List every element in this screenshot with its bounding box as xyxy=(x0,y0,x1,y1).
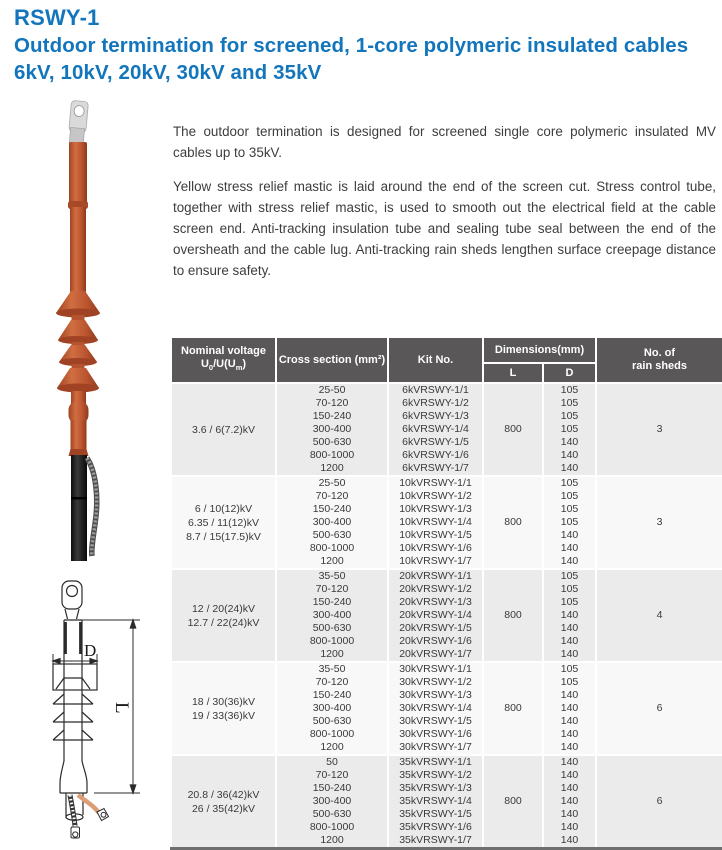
cross-section-cell: 70-120 xyxy=(276,490,388,503)
description-paragraph-2: Yellow stress relief mastic is laid around the end of the screen cut. Stress control tube, together with stress relief mastic, is used to smooth out the electrical field at the cable screen end. Anti-tracking insulation tube and sealing tube seal between the end of the oversheath and the cable lug. Anti-tracking rain sheds lengthen surface creepage distance to ensure safety. xyxy=(173,179,716,278)
col-header-dim-l: L xyxy=(483,363,543,383)
table-row xyxy=(171,383,722,397)
kit-no-cell: 10kVRSWY-1/3 xyxy=(388,503,483,516)
dimension-d-cell: 105 xyxy=(543,490,596,503)
cross-section-cell: 300-400 xyxy=(276,423,388,436)
kit-no-cell: 6kVRSWY-1/3 xyxy=(388,410,483,423)
cross-section-cell: 300-400 xyxy=(276,702,388,715)
kit-no-cell: 30kVRSWY-1/6 xyxy=(388,728,483,741)
cross-section-cell: 150-240 xyxy=(276,596,388,609)
cross-section-cell: 500-630 xyxy=(276,529,388,542)
kit-no-cell: 20kVRSWY-1/4 xyxy=(388,609,483,622)
rain-sheds-cell: 4 xyxy=(596,569,722,662)
dimension-d-cell: 105 xyxy=(543,516,596,529)
kit-no-cell: 20kVRSWY-1/6 xyxy=(388,635,483,648)
cross-section-cell: 800-1000 xyxy=(276,635,388,648)
dimension-d-cell: 140 xyxy=(543,555,596,569)
cross-section-cell: 800-1000 xyxy=(276,542,388,555)
dimension-d-cell: 140 xyxy=(543,782,596,795)
nominal-voltage-cell: 6 / 10(12)kV 6.35 / 11(12)kV 8.7 / 15(17.5)kV xyxy=(171,476,276,569)
description-paragraph-1: The outdoor termination is designed for screened single core polymeric insulated MV cables up to 35kV. xyxy=(173,124,716,160)
product-photo xyxy=(14,98,144,573)
kit-no-cell: 6kVRSWY-1/4 xyxy=(388,423,483,436)
kit-no-cell: 30kVRSWY-1/2 xyxy=(388,676,483,689)
kit-no-cell: 6kVRSWY-1/1 xyxy=(388,383,483,397)
dimension-d-cell: 140 xyxy=(543,529,596,542)
cross-section-cell: 150-240 xyxy=(276,503,388,516)
kit-no-cell: 10kVRSWY-1/5 xyxy=(388,529,483,542)
spec-table xyxy=(170,336,722,850)
kit-no-cell: 30kVRSWY-1/4 xyxy=(388,702,483,715)
col-header-nominal-voltage: Nominal voltage $U_0/U(U_m)$ xyxy=(171,337,276,383)
page-title xyxy=(14,32,714,86)
cross-section-cell: 800-1000 xyxy=(276,728,388,741)
page-title-line2: 6kV, 10kV, 20kV, 30kV and 35kV xyxy=(14,61,322,84)
table-header xyxy=(171,337,722,383)
table-row xyxy=(171,569,722,583)
cross-section-cell: 1200 xyxy=(276,648,388,662)
dimension-d-cell: 140 xyxy=(543,821,596,834)
dimension-drawing xyxy=(18,576,158,848)
voltage-group xyxy=(171,383,722,476)
dimension-l-cell: 800 xyxy=(483,476,543,569)
dimension-d-cell: 105 xyxy=(543,476,596,490)
kit-no-cell: 6kVRSWY-1/7 xyxy=(388,462,483,476)
col-header-rain-sheds: No. of rain sheds xyxy=(596,337,722,383)
voltage-group xyxy=(171,662,722,755)
nominal-voltage-cell: 3.6 / 6(7.2)kV xyxy=(171,383,276,476)
rain-sheds-cell: 6 xyxy=(596,662,722,755)
cross-section-cell: 300-400 xyxy=(276,609,388,622)
product-code: RSWY-1 xyxy=(14,5,100,30)
cross-section-cell: 35-50 xyxy=(276,662,388,676)
dimension-d-cell: 105 xyxy=(543,596,596,609)
kit-no-cell: 30kVRSWY-1/1 xyxy=(388,662,483,676)
dimension-d-cell: 105 xyxy=(543,569,596,583)
kit-no-cell: 30kVRSWY-1/5 xyxy=(388,715,483,728)
table-row xyxy=(171,476,722,490)
cross-section-cell: 150-240 xyxy=(276,782,388,795)
cross-section-cell: 150-240 xyxy=(276,689,388,702)
dimension-d-cell: 140 xyxy=(543,702,596,715)
dim-d-label: D xyxy=(84,641,97,660)
dimension-d-cell: 105 xyxy=(543,383,596,397)
cross-section-cell: 1200 xyxy=(276,741,388,755)
cable-end xyxy=(71,455,97,561)
page-title-line1: Outdoor termination for screened, 1-core polymeric insulated cables xyxy=(14,34,689,57)
cross-section-cell: 70-120 xyxy=(276,583,388,596)
dimension-d-cell: 140 xyxy=(543,741,596,755)
kit-no-cell: 10kVRSWY-1/4 xyxy=(388,516,483,529)
col-header-kit-no: Kit No. xyxy=(388,337,483,383)
kit-no-cell: 20kVRSWY-1/5 xyxy=(388,622,483,635)
cross-section-cell: 70-120 xyxy=(276,769,388,782)
dimension-d-cell: 140 xyxy=(543,462,596,476)
cross-section-cell: 500-630 xyxy=(276,808,388,821)
cable-lug xyxy=(68,100,89,145)
dimension-d-cell: 105 xyxy=(543,662,596,676)
cross-section-cell: 1200 xyxy=(276,834,388,849)
dimension-d-cell: 140 xyxy=(543,542,596,555)
termination-body xyxy=(56,142,100,456)
cross-section-cell: 25-50 xyxy=(276,476,388,490)
cross-section-cell: 25-50 xyxy=(276,383,388,397)
dimension-d-cell: 140 xyxy=(543,436,596,449)
dimension-d-cell: 140 xyxy=(543,728,596,741)
kit-no-cell: 10kVRSWY-1/2 xyxy=(388,490,483,503)
kit-no-cell: 35kVRSWY-1/1 xyxy=(388,755,483,769)
dimension-d-cell: 140 xyxy=(543,635,596,648)
title-block xyxy=(14,5,714,86)
rain-sheds-cell: 6 xyxy=(596,755,722,849)
dimension-l-cell: 800 xyxy=(483,383,543,476)
table-row xyxy=(171,662,722,676)
table-row xyxy=(171,755,722,769)
dimension-d-cell: 105 xyxy=(543,423,596,436)
dimension-d-cell: 140 xyxy=(543,609,596,622)
dimension-d-cell: 105 xyxy=(543,583,596,596)
dimension-d-cell: 105 xyxy=(543,676,596,689)
kit-no-cell: 35kVRSWY-1/3 xyxy=(388,782,483,795)
kit-no-cell: 10kVRSWY-1/6 xyxy=(388,542,483,555)
kit-no-cell: 20kVRSWY-1/7 xyxy=(388,648,483,662)
col-header-cross-section: Cross section (mm²) xyxy=(276,337,388,383)
cross-section-cell: 300-400 xyxy=(276,516,388,529)
voltage-group xyxy=(171,569,722,662)
dim-l-label: L xyxy=(111,702,132,714)
cross-section-cell: 300-400 xyxy=(276,795,388,808)
cross-section-cell: 150-240 xyxy=(276,410,388,423)
dimension-d-cell: 140 xyxy=(543,622,596,635)
voltage-group xyxy=(171,476,722,569)
voltage-group xyxy=(171,755,722,849)
cross-section-cell: 1200 xyxy=(276,462,388,476)
rain-sheds-cell: 3 xyxy=(596,383,722,476)
cross-section-cell: 35-50 xyxy=(276,569,388,583)
dimension-d-cell: 140 xyxy=(543,769,596,782)
cross-section-cell: 50 xyxy=(276,755,388,769)
nominal-voltage-cell: 18 / 30(36)kV 19 / 33(36)kV xyxy=(171,662,276,755)
dimension-d-cell: 140 xyxy=(543,795,596,808)
spec-table-wrap xyxy=(170,336,722,850)
dimension-d-cell: 140 xyxy=(543,715,596,728)
dimension-l-cell: 800 xyxy=(483,755,543,849)
kit-no-cell: 30kVRSWY-1/3 xyxy=(388,689,483,702)
nominal-voltage-cell: 12 / 20(24)kV 12.7 / 22(24)kV xyxy=(171,569,276,662)
kit-no-cell: 35kVRSWY-1/6 xyxy=(388,821,483,834)
dimension-d-cell: 140 xyxy=(543,808,596,821)
cross-section-cell: 70-120 xyxy=(276,676,388,689)
dimension-d-cell: 140 xyxy=(543,648,596,662)
kit-no-cell: 6kVRSWY-1/6 xyxy=(388,449,483,462)
kit-no-cell: 6kVRSWY-1/5 xyxy=(388,436,483,449)
kit-no-cell: 20kVRSWY-1/1 xyxy=(388,569,483,583)
rain-sheds-cell: 3 xyxy=(596,476,722,569)
kit-no-cell: 10kVRSWY-1/7 xyxy=(388,555,483,569)
kit-no-cell: 35kVRSWY-1/7 xyxy=(388,834,483,849)
kit-no-cell: 20kVRSWY-1/3 xyxy=(388,596,483,609)
dimension-l-cell: 800 xyxy=(483,569,543,662)
dimension-d-cell: 140 xyxy=(543,449,596,462)
col-header-dimensions: Dimensions(mm) xyxy=(483,337,596,363)
kit-no-cell: 35kVRSWY-1/4 xyxy=(388,795,483,808)
cross-section-cell: 800-1000 xyxy=(276,821,388,834)
kit-no-cell: 10kVRSWY-1/1 xyxy=(388,476,483,490)
kit-no-cell: 35kVRSWY-1/5 xyxy=(388,808,483,821)
kit-no-cell: 30kVRSWY-1/7 xyxy=(388,741,483,755)
dimension-l-cell: 800 xyxy=(483,662,543,755)
col-header-dim-d: D xyxy=(543,363,596,383)
dimension-d-cell: 140 xyxy=(543,689,596,702)
cross-section-cell: 70-120 xyxy=(276,397,388,410)
cross-section-cell: 500-630 xyxy=(276,622,388,635)
dimension-d-cell: 105 xyxy=(543,503,596,516)
cross-section-cell: 1200 xyxy=(276,555,388,569)
dimension-d-cell: 105 xyxy=(543,397,596,410)
dimension-d-cell: 140 xyxy=(543,755,596,769)
cross-section-cell: 500-630 xyxy=(276,436,388,449)
dimension-d-cell: 105 xyxy=(543,410,596,423)
cross-section-cell: 500-630 xyxy=(276,715,388,728)
cross-section-cell: 800-1000 xyxy=(276,449,388,462)
kit-no-cell: 20kVRSWY-1/2 xyxy=(388,583,483,596)
nominal-voltage-cell: 20.8 / 36(42)kV 26 / 35(42)kV xyxy=(171,755,276,849)
kit-no-cell: 6kVRSWY-1/2 xyxy=(388,397,483,410)
kit-no-cell: 35kVRSWY-1/2 xyxy=(388,769,483,782)
description xyxy=(173,121,716,294)
dimension-d-cell: 140 xyxy=(543,834,596,849)
